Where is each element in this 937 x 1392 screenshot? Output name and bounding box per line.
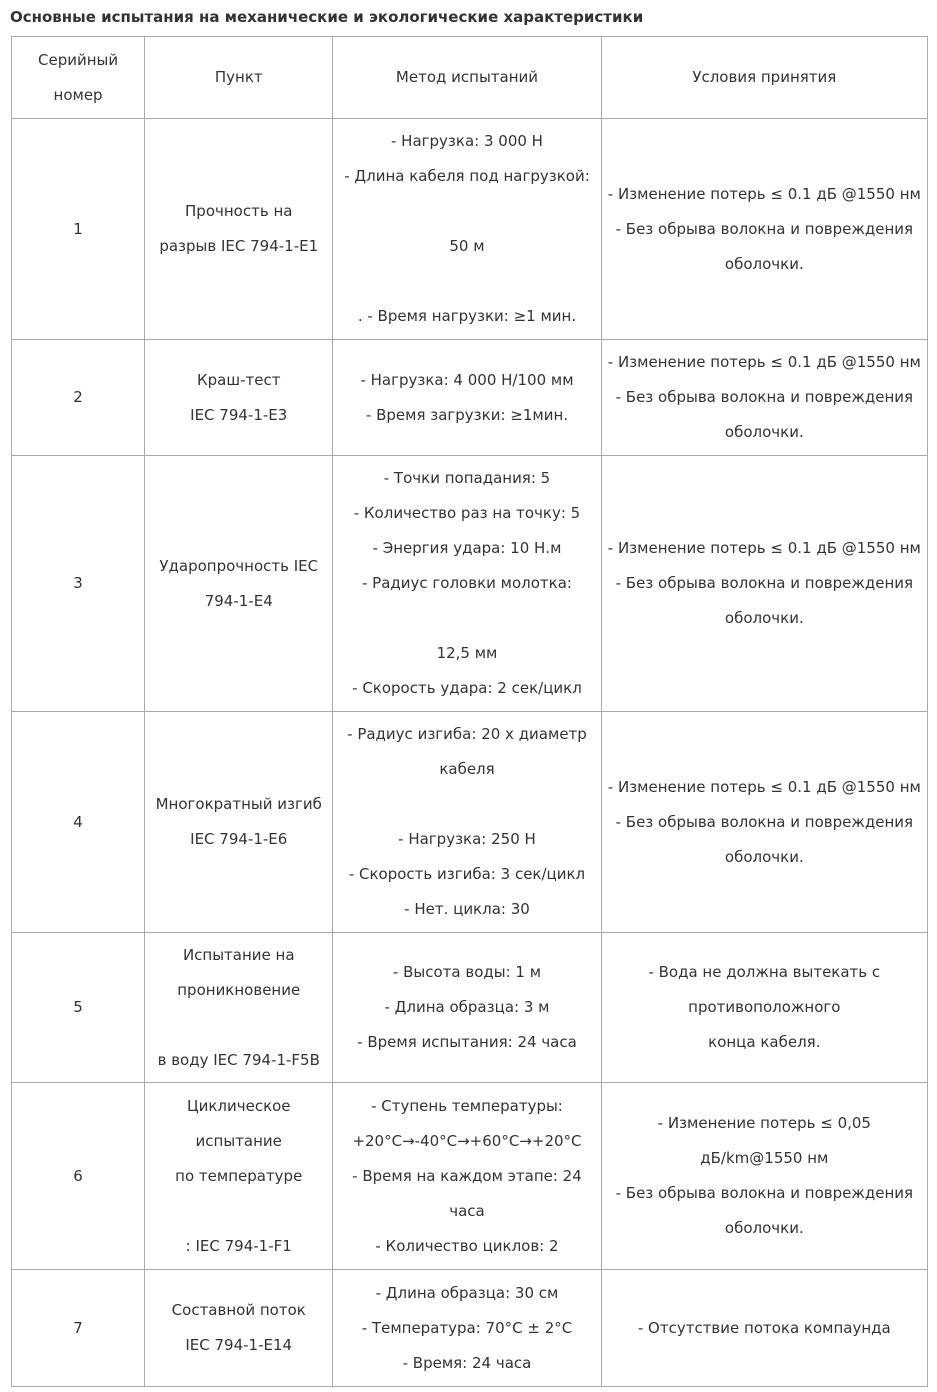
- cell-method-line: . - Время нагрузки: ≥1 мин.: [357, 307, 577, 325]
- cell-conditions-line: - Вода не должна вытекать с: [648, 963, 881, 981]
- cell-item-line: Испытание на: [182, 945, 295, 964]
- cell-method-line: - Скорость удара: 2 сек/цикл: [352, 679, 582, 697]
- cell-item-line: IEC 794-1-E3: [190, 405, 288, 424]
- cell-method-line: - Время: 24 часа: [402, 1353, 532, 1372]
- cell-item-line: Краш-тест: [197, 370, 281, 389]
- cell-method-line: - Время загрузки: ≥1мин.: [365, 405, 569, 424]
- cell-item: [145, 933, 333, 1083]
- cell-conditions-line: - Изменение потерь ≤ 0.1 дБ @1550 нм: [607, 777, 921, 796]
- cell-item: [145, 1083, 333, 1270]
- cell-conditions-line: дБ/km@1550 нм: [700, 1149, 829, 1167]
- cell-serial: 6: [12, 1083, 145, 1270]
- cell-item-line: IEC 794-1-E6: [190, 830, 288, 848]
- cell-method-line: 50 м: [449, 237, 485, 255]
- cell-conditions-line: - Без обрыва волокна и повреждения: [615, 388, 914, 406]
- cell-method-line: - Время на каждом этапе: 24: [352, 1166, 582, 1185]
- cell-conditions-line: оболочки.: [724, 254, 804, 273]
- table-row: [12, 119, 928, 340]
- cell-conditions-line: - Без обрыва волокна и повреждения: [615, 812, 914, 831]
- table-row: [12, 933, 928, 1083]
- cell-method-line: кабеля: [439, 760, 495, 778]
- cell-serial: 5: [12, 933, 145, 1083]
- cell-method-line: часа: [449, 1201, 485, 1220]
- cell-conditions: [601, 1270, 927, 1387]
- cell-conditions-line: - Без обрыва волокна и повреждения: [615, 219, 914, 238]
- cell-item: [145, 1270, 333, 1387]
- cell-item-line: Составной поток: [171, 1301, 306, 1319]
- cell-item-line: [149, 1194, 328, 1229]
- table-row: [12, 1270, 928, 1387]
- cell-conditions-line: - Без обрыва волокна и повреждения: [615, 1184, 914, 1202]
- header-method: Метод испытаний: [333, 37, 601, 119]
- cell-item-line: в воду IEC 794-1-F5B: [157, 1050, 320, 1069]
- cell-item-line: Прочность на: [185, 202, 293, 220]
- cell-method-line: - Ступень температуры:: [371, 1096, 563, 1115]
- cell-item-line: Циклическое: [186, 1096, 291, 1115]
- cell-serial: 3: [12, 456, 145, 712]
- cell-item-line: [149, 1008, 328, 1043]
- cell-method-line: 12,5 мм: [436, 644, 498, 662]
- cell-method: [333, 1083, 601, 1270]
- cell-method-line: - Количество раз на точку: 5: [353, 504, 581, 522]
- cell-method-line: - Длина образца: 30 см: [375, 1283, 559, 1302]
- header-serial-line: номер: [53, 85, 103, 104]
- cell-item-line: Многократный изгиб: [155, 795, 322, 813]
- cell-method-line: - Количество циклов: 2: [375, 1236, 559, 1255]
- header-row: [12, 37, 928, 119]
- cell-conditions-line: - Изменение потерь ≤ 0.1 дБ @1550 нм: [607, 539, 921, 557]
- cell-conditions-line: - Изменение потерь ≤ 0,05: [657, 1114, 871, 1132]
- cell-serial: 7: [12, 1270, 145, 1387]
- cell-method-line: - Высота воды: 1 м: [392, 963, 542, 981]
- cell-method-line: - Длина кабеля под нагрузкой:: [344, 167, 590, 185]
- cell-method-line: - Нет. цикла: 30: [404, 900, 530, 918]
- cell-item-line: : IEC 794-1-F1: [185, 1236, 292, 1255]
- cell-conditions-line: конца кабеля.: [708, 1033, 821, 1051]
- header-conditions: Условия принятия: [601, 37, 927, 119]
- cell-method: [333, 456, 601, 712]
- header-serial: [12, 37, 145, 119]
- cell-conditions: [601, 712, 927, 933]
- cell-method-line: - Нагрузка: 250 Н: [398, 830, 536, 848]
- cell-conditions-line: оболочки.: [724, 609, 804, 627]
- table-title: Основные испытания на механические и экологические характеристики: [10, 8, 644, 26]
- cell-method: [333, 340, 601, 456]
- table-row: [12, 1083, 928, 1270]
- cell-conditions: [601, 340, 927, 456]
- cell-method: [333, 933, 601, 1083]
- cell-item: [145, 119, 333, 340]
- cell-item-line: 794-1-E4: [204, 591, 273, 610]
- cell-method-line: [337, 787, 596, 822]
- cell-conditions-line: - Отсутствие потока компаунда: [637, 1318, 891, 1337]
- header-item: Пункт: [145, 37, 333, 119]
- cell-item-line: по температуре: [175, 1166, 303, 1185]
- cell-method-line: +20°C→-40°C→+60°C→+20°C: [352, 1131, 582, 1150]
- cell-method-line: - Время испытания: 24 часа: [357, 1033, 577, 1051]
- cell-item: [145, 712, 333, 933]
- test-spec-table: [11, 36, 928, 1387]
- cell-method-line: - Нагрузка: 3 000 Н: [390, 132, 543, 150]
- cell-conditions-line: оболочки.: [724, 1219, 804, 1237]
- cell-method: [333, 712, 601, 933]
- cell-item-line: испытание: [195, 1131, 282, 1150]
- table-row: [12, 712, 928, 933]
- table-row: [12, 456, 928, 712]
- cell-method: [333, 1270, 601, 1387]
- cell-method: [333, 119, 601, 340]
- cell-conditions-line: - Изменение потерь ≤ 0.1 дБ @1550 нм: [607, 353, 921, 371]
- cell-conditions: [601, 456, 927, 712]
- cell-item-line: IEC 794-1-E14: [185, 1336, 293, 1354]
- table-body: [12, 119, 928, 1387]
- cell-method-line: - Скорость изгиба: 3 сек/цикл: [348, 865, 586, 883]
- cell-method-line: - Температура: 70°C ± 2°C: [361, 1318, 573, 1337]
- cell-item-line: Ударопрочность IEC: [159, 556, 319, 575]
- cell-method-line: - Длина образца: 3 м: [384, 998, 550, 1016]
- cell-item: [145, 456, 333, 712]
- cell-method-line: - Нагрузка: 4 000 Н/100 мм: [360, 370, 574, 389]
- cell-serial: 4: [12, 712, 145, 933]
- cell-conditions-line: оболочки.: [724, 423, 804, 441]
- cell-method-line: - Радиус изгиба: 20 х диаметр: [347, 725, 587, 743]
- cell-method-line: - Радиус головки молотка:: [361, 574, 572, 592]
- cell-conditions-line: противоположного: [688, 998, 841, 1016]
- cell-method-line: [337, 264, 596, 299]
- cell-conditions: [601, 1083, 927, 1270]
- cell-item-line: проникновение: [177, 980, 301, 999]
- cell-serial: 2: [12, 340, 145, 456]
- table-row: [12, 340, 928, 456]
- cell-conditions-line: - Без обрыва волокна и повреждения: [615, 574, 914, 592]
- cell-method-line: [337, 601, 596, 636]
- cell-conditions: [601, 119, 927, 340]
- cell-item: [145, 340, 333, 456]
- cell-conditions: [601, 933, 927, 1083]
- header-serial-line: Серийный: [38, 50, 119, 69]
- cell-conditions-line: - Изменение потерь ≤ 0.1 дБ @1550 нм: [607, 184, 921, 203]
- cell-method-line: - Энергия удара: 10 Н.м: [372, 539, 562, 557]
- cell-serial: 1: [12, 119, 145, 340]
- cell-method-line: [337, 194, 596, 229]
- cell-item-line: разрыв IEC 794-1-E1: [159, 237, 319, 255]
- cell-conditions-line: оболочки.: [724, 847, 804, 866]
- cell-method-line: - Точки попадания: 5: [383, 469, 551, 487]
